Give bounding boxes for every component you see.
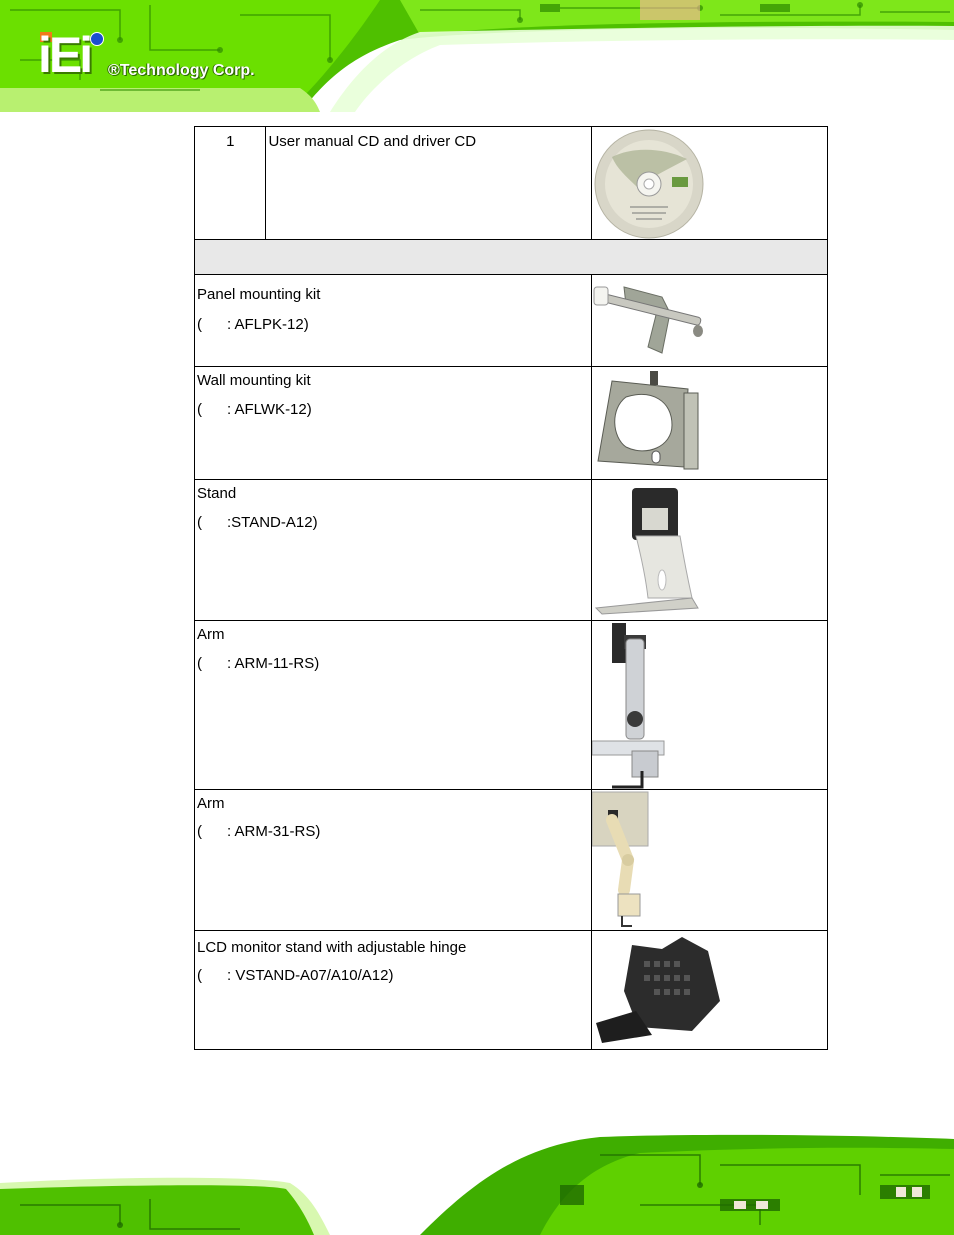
item-model: : ARM-11-RS) [227,655,320,672]
table-row [195,621,828,790]
model-paren: ( [197,514,202,531]
item-model: : ARM-31-RS) [227,823,321,840]
item-image-cell [592,275,828,367]
item-model-line [197,823,589,841]
item-image-cell [592,127,828,240]
item-description-cell [195,621,592,790]
item-model-line [197,514,589,532]
table-row [195,790,828,931]
panel-mount-bracket-icon [592,275,708,355]
model-paren: ( [197,823,202,840]
item-model: : AFLPK-12) [227,316,309,333]
item-image-cell [592,931,828,1050]
package-contents-table [194,126,828,1050]
logo-company-name: ®Technology Corp. [108,62,255,79]
item-description-cell [195,275,592,367]
optional-items-section-header [195,240,828,275]
model-paren: ( [197,655,202,672]
item-model: : VSTAND-A07/A10/A12) [227,967,394,984]
item-name: LCD monitor stand with adjustable hinge [197,939,467,956]
table-row [195,931,828,1050]
item-name-cell: User manual CD and driver CD [266,127,592,240]
item-model: :STAND-A12) [227,514,318,531]
table-row [195,127,828,240]
table-row [195,240,828,275]
item-description-cell [195,931,592,1050]
page-header-banner [0,0,954,112]
item-description-cell [195,480,592,621]
quantity-cell: 1 [195,127,266,240]
item-image-cell [592,367,828,480]
table-row [195,480,828,621]
model-paren: ( [197,967,202,984]
item-description-cell [195,790,592,931]
item-model: : AFLWK-12) [227,401,312,418]
item-model-line [197,401,589,419]
company-logo [38,27,298,90]
item-model-line [197,655,589,673]
wall-mount-bracket-icon [592,367,708,479]
item-image-cell [592,621,828,790]
hinge-stand-icon [592,931,732,1049]
table-row [195,367,828,480]
monitor-arm-icon [592,621,672,789]
logo-mark: iEi [38,27,91,83]
item-description-cell [195,367,592,480]
model-paren: ( [197,401,202,418]
desk-stand-icon [592,480,708,620]
item-name: Arm [197,795,225,812]
item-image-cell [592,790,828,931]
model-paren: ( [197,316,202,333]
logo-blue-dot [90,32,104,46]
page-footer-banner [0,1125,954,1235]
item-name: Stand [197,485,237,502]
circuit-board-footer-graphic [0,1125,954,1235]
item-name: Wall mounting kit [197,372,311,389]
item-image-cell [592,480,828,621]
item-model-line [197,316,589,334]
table-row [195,275,828,367]
cd-disc-icon [592,127,708,239]
item-name: Panel mounting kit [197,286,321,303]
articulated-arm-icon [592,790,652,930]
item-model-line [197,967,589,985]
item-name: Arm [197,626,225,643]
